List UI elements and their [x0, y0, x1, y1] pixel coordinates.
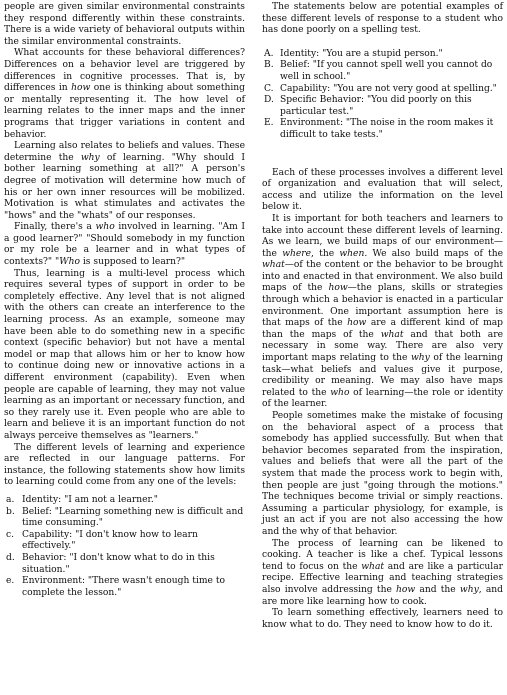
paragraph: Each of these processes involves a different level of organization and evaluation that will select, access and utilize the information on the level below it. [262, 167, 503, 213]
emphasis: Who [59, 257, 80, 268]
list-marker: B. [264, 60, 274, 71]
emphasis: where [282, 248, 312, 259]
text-run: and are like a particular recipe. Effective learning and teaching strategies also involve addressing the [262, 561, 503, 595]
list-item-text: Capability: "You are not very good at spelling." [280, 83, 497, 94]
paragraph [4, 141, 245, 222]
list-item [262, 95, 503, 118]
text-run: of the learning task—what beliefs and values give it purpose, credibility or meaning. We may also have maps related to the [262, 353, 503, 398]
text-run: involved in learning. "Am I a good learner?" "Should somebody in my function or my role be a learner and in what types of contexts?" " [4, 222, 245, 268]
list-item [4, 553, 245, 576]
text-run: one is thinking about something or mentally representing it. The how level of learning relates to the inner maps and the inner programs that trigger variations in content and behavior. [4, 83, 245, 140]
text-run: of learning. "Why should I bother learning something at all?" A person's degree of motivation will determine how much of his or her own inner resources will be mobilized. Motivation is what stimulates and activates the "hows" and the "whats" of our responses. [4, 152, 245, 221]
list-item-text: Capability: "I don't know how to learn effectively." [22, 529, 198, 552]
list-marker: c. [6, 529, 15, 540]
emphasis: why [410, 353, 430, 364]
text-run: Learning also relates to beliefs and values. These determine the [4, 141, 245, 163]
emphasis: why [80, 152, 100, 163]
list-item [4, 495, 245, 507]
list-marker: a. [6, 494, 15, 505]
list-item-text: Specific Behavior: "You did poorly on this particular test." [280, 95, 472, 117]
emphasis: how [396, 584, 416, 595]
paragraph: people are given similar environmental constraints they respond differently within these constraints. There is a wide variety of behavioral outputs within the similar environmental constraints. [4, 2, 245, 47]
list-item-text: Behavior: "I don't know what to do in this situation." [22, 552, 215, 575]
emphasis: how [71, 83, 91, 94]
paragraph: People sometimes make the mistake of focusing on the behavioral aspect of a process that somebody has applied successfully. But when that behavior becomes separated from the inspiration, values and beliefs that were all the part of the system that made the process work to begin with, then people are just "going through the motions." The techniques become trivial or simply reactions. Assuming a particular physiology, for example, is just an act if you are not also accessing the how and the why of that behavior. [262, 411, 503, 537]
list-item [262, 118, 503, 141]
list-item [262, 60, 503, 83]
paragraph: The statements below are potential examples of these different levels of response to a student who has done poorly on a spelling test. [262, 2, 503, 36]
text-run: and that both are necessary in some way. There are also very important maps relating to the [262, 329, 503, 364]
text-run: What accounts for these behavioral differences? Differences on a behavior level are triggered by differences in cognitive processes. That is, by differences in [4, 48, 245, 94]
paragraph: The different levels of learning and experience are reflected in our language patterns. For instance, the following statements show how limits to learning could come from any one of the levels: [4, 442, 245, 488]
list-marker: e. [6, 576, 15, 587]
text-run: It is important for both teachers and learners to take into account these different levels of learning. As we learn, we build maps of our environment—the [262, 213, 503, 259]
list-item-text: Environment: "The noise in the room makes it difficult to take tests." [280, 118, 494, 140]
list-item [4, 576, 245, 599]
emphasis: when [339, 248, 365, 259]
paragraph [4, 48, 245, 141]
emphasis: what [380, 329, 404, 340]
left-column [4, 2, 245, 599]
emphasis: why [459, 584, 479, 595]
list-marker: d. [6, 552, 15, 563]
paragraph: To learn something effectively, learners need to know what to do. They need to know how to do it. [262, 608, 503, 630]
list-item-text: Belief: "Learning something new is difficult and time consuming." [22, 506, 244, 529]
text-run: —the plans, skills or strategies through which a behavior is enacted in a particular environment. One important assumption here is that maps of the [262, 283, 503, 329]
text-run: are a different kind of map than the maps of the [262, 318, 504, 340]
text-run: , and are more like learning how to cook. [262, 584, 503, 607]
text-run: . We also build maps of the [364, 248, 503, 259]
paragraph [262, 214, 503, 411]
paragraph [262, 539, 503, 609]
text-run: , the [311, 248, 340, 259]
text-run: The process of learning can be likened to cooking. A teacher is like a chef. Typical lessons tend to focus on the [262, 538, 503, 572]
text-run: —of the content or the behavior to be brought into and enacted in that environment. We also build maps of the [262, 260, 503, 294]
emphasis: how [328, 283, 348, 294]
list-marker: b. [6, 506, 15, 517]
emphasis: what [361, 561, 385, 572]
paragraph: Thus, learning is a multi-level process which requires several types of support in order to be completely effective. Any level that is not aligned with the others can create an interference to the learning process. As an example, someone may have been able to do something new in a specific context (specific behavior) but not have a mental model or map that allows him or her to know how to continue doing new or innovative actions in a different environment (capability). Even when people are capable of learning, they may not value learning as an important or necessary function, and so they rarely use it. Even people who are able to learn and believe it is an important function do not always perceive themselves as "learners." [4, 268, 245, 441]
list-marker: A. [264, 48, 274, 59]
emphasis: what [262, 260, 285, 271]
left-example-list [4, 495, 245, 599]
list-item [4, 530, 245, 553]
spacer [262, 37, 503, 49]
list-item-text: Belief: "If you cannot spell well you cannot do well in school." [280, 60, 493, 82]
spacer [262, 142, 503, 168]
emphasis: how [347, 318, 367, 329]
list-item [262, 84, 503, 96]
emphasis: who [95, 222, 115, 233]
text-run: and the [415, 584, 460, 595]
right-column [262, 2, 503, 631]
text-run: is supposed to learn?" [79, 257, 186, 268]
right-example-list [262, 49, 503, 142]
list-marker: C. [264, 83, 274, 94]
text-run: of learning—the role or identity of the learner. [262, 387, 503, 410]
text-run: Finally, there's a [14, 222, 96, 233]
list-marker: D. [264, 95, 274, 106]
paragraph [4, 222, 245, 268]
list-item [4, 507, 245, 530]
list-marker: E. [264, 118, 274, 129]
emphasis: who [330, 387, 350, 398]
list-item-text: Identity: "You are a stupid person." [280, 48, 443, 59]
list-item-text: Identity: "I am not a learner." [22, 494, 158, 505]
list-item-text: Environment: "There wasn't enough time to complete the lesson." [22, 576, 225, 598]
list-item [262, 49, 503, 61]
